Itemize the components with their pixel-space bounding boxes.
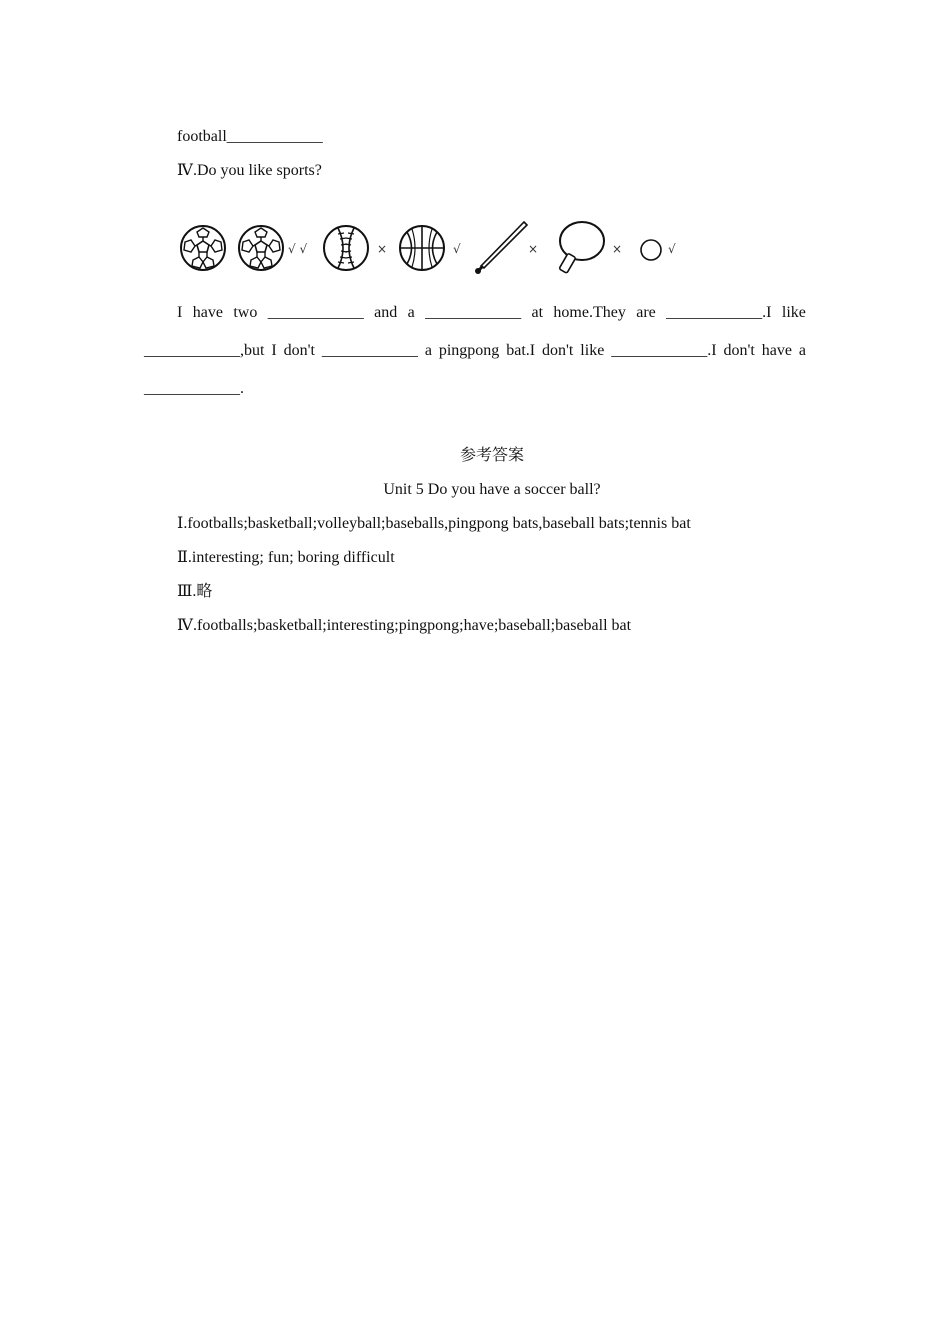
answer-item-4: Ⅳ.footballs;basketball;interesting;pingpong;have;baseball;baseball bat (177, 617, 632, 634)
fill-in-line-1 (177, 303, 806, 323)
section-4-heading: Ⅳ.Do you like sports? (177, 162, 322, 179)
fill-in-line-2: ____________,but I don't ____________ a pingpong bat.I don't like ____________.I don't have a (144, 342, 806, 359)
word: are (636, 304, 656, 321)
answer-blank: ____________.I (666, 304, 772, 321)
word: at (531, 304, 544, 321)
check-mark: √ (668, 242, 676, 256)
soccer-ball-icon (179, 224, 227, 272)
answer-blank: ____________ (267, 304, 364, 321)
check-marks: √ √ (288, 242, 308, 256)
word: two (233, 304, 258, 321)
answer-blank: ____________ (425, 304, 522, 321)
word: home.They (553, 304, 626, 321)
sports-picture-row (176, 218, 696, 276)
pingpong-ball-icon (639, 238, 663, 262)
baseball-bat-icon (474, 218, 530, 276)
fill-in-line-3: ____________. (144, 380, 244, 397)
word: I (177, 304, 183, 321)
cross-mark: × (612, 242, 623, 256)
cross-mark: × (528, 242, 539, 256)
previous-answer-line: football____________ (177, 128, 323, 145)
word: a (407, 304, 415, 321)
word: have (192, 304, 223, 321)
word: like (781, 304, 806, 321)
answer-item-3: Ⅲ.略 (177, 583, 213, 600)
check-mark: √ (453, 242, 461, 256)
answer-item-2: Ⅱ.interesting; fun; boring difficult (177, 549, 395, 566)
baseball-icon (322, 224, 370, 272)
answer-key-title: 参考答案 (459, 447, 524, 464)
answer-item-1: Ⅰ.footballs;basketball;volleyball;baseballs,pingpong bats,baseball bats;tennis bat (177, 515, 691, 532)
cross-mark: × (377, 242, 388, 256)
word: and (374, 304, 398, 321)
pingpong-bat-icon (554, 220, 608, 276)
answer-key-unit: Unit 5 Do you have a soccer ball? (383, 481, 601, 498)
soccer-ball-icon (237, 224, 285, 272)
basketball-icon (398, 224, 446, 272)
